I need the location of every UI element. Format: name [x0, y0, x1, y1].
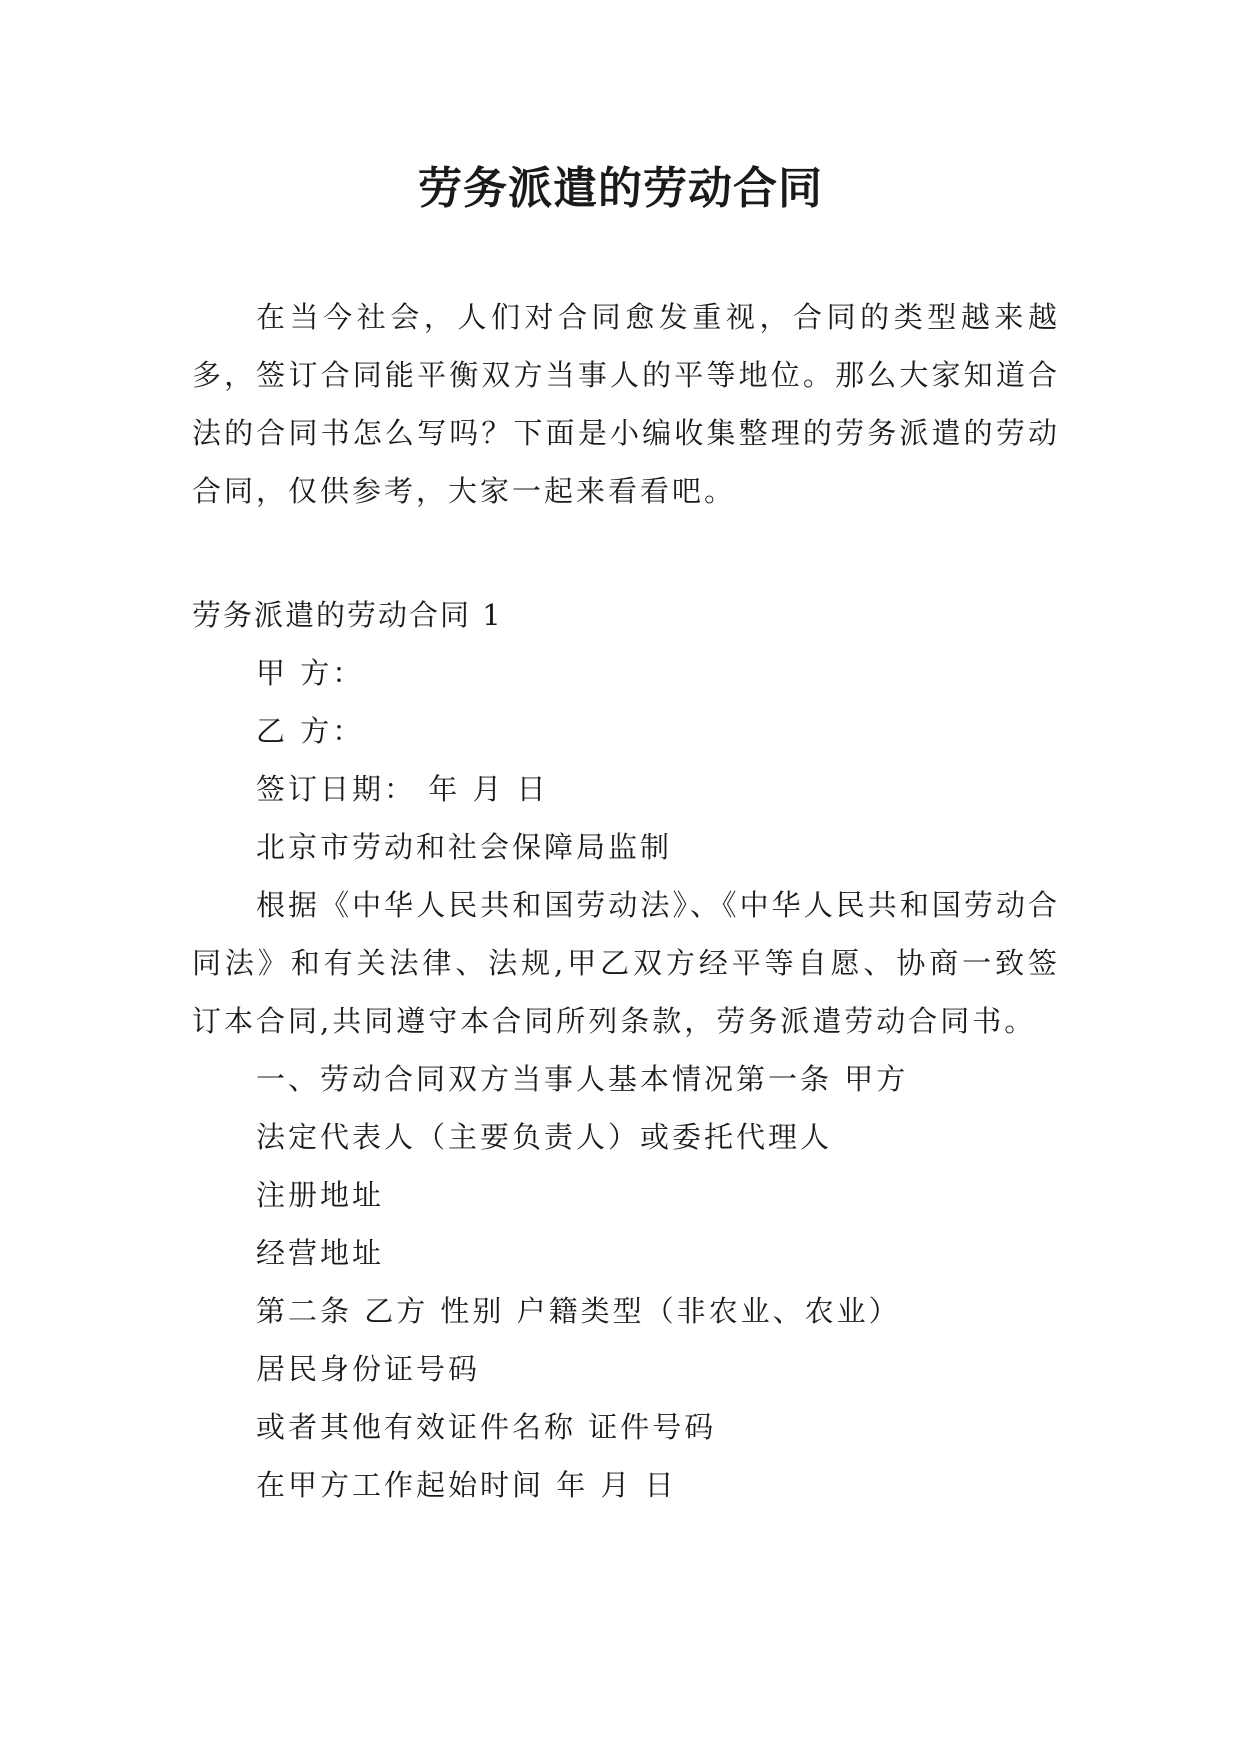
supervisor-line: 北京市劳动和社会保障局监制 [256, 830, 673, 864]
id-number-line: 居民身份证号码 [256, 1352, 481, 1386]
contract-body [192, 644, 1060, 1514]
section-heading: 劳务派遣的劳动合同 1 [192, 598, 503, 632]
sign-date-line: 签订日期： 年 月 日 [256, 772, 549, 806]
article-2-line: 第二条 乙方 性别 户籍类型（非农业、农业） [256, 1294, 901, 1328]
other-id-line: 或者其他有效证件名称 证件号码 [256, 1410, 717, 1444]
start-date-line: 在甲方工作起始时间 年 月 日 [256, 1468, 677, 1502]
party-a-line: 甲 方： [256, 656, 365, 690]
legal-basis-paragraph: 根据《中华人民共和国劳动法》、《中华人民共和国劳动合同法》和有关法律、法规,甲乙双方经平等自愿、协商一致签订本合同,共同遵守本合同所列条款，劳务派遣劳动合同书。 [192, 888, 1060, 1038]
intro-paragraph: 在当今社会，人们对合同愈发重视，合同的类型越来越多，签订合同能平衡双方当事人的平等地位。那么大家知道合法的合同书怎么写吗？下面是小编收集整理的劳务派遣的劳动合同，仅供参考，大家一起来看看吧。 [192, 300, 1060, 508]
article-1-line: 一、劳动合同双方当事人基本情况第一条 甲方 [256, 1062, 909, 1096]
legal-representative-line: 法定代表人（主要负责人）或委托代理人 [256, 1120, 833, 1154]
registered-address-line: 注册地址 [256, 1178, 385, 1212]
document-title: 劳务派遣的劳动合同 [418, 163, 823, 214]
business-address-line: 经营地址 [256, 1236, 385, 1270]
party-b-line: 乙 方： [256, 714, 365, 748]
